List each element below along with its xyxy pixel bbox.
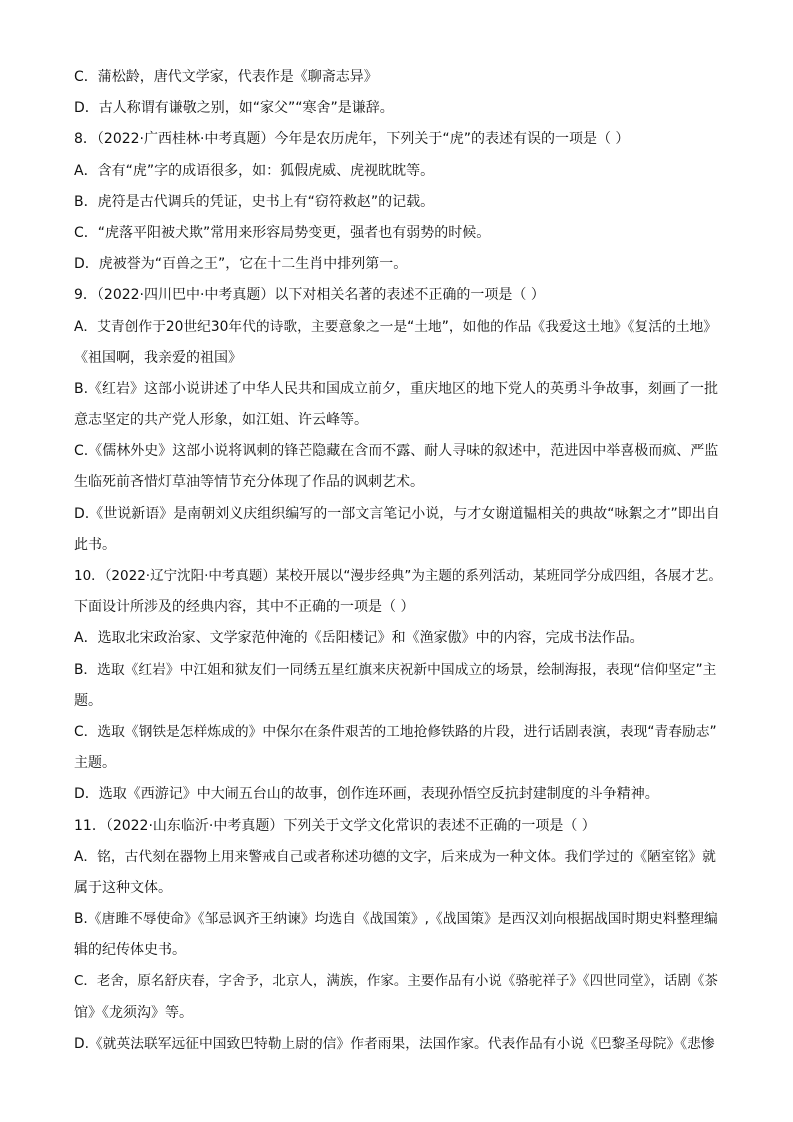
text-line: 意志坚定的共产党人形象，如江姐、许云峰等。 [74, 412, 368, 429]
text-line: D.《就英法联军远征中国致巴特勒上尉的信》作者雨果，法国作家。代表作品有小说《巴黎圣母院》《悲惨 [74, 1035, 715, 1052]
text-line: C．老舍，原名舒庆春，字舍予，北京人，满族，作家。主要作品有小说《骆驼祥子》《四世同堂》，话剧《茶 [74, 973, 718, 990]
text-line: 生临死前吝惜灯草油等情节充分体现了作品的讽刺艺术。 [74, 474, 424, 491]
text-line: D．虎被誉为“百兽之王”，它在十二生肖中排列第一。 [74, 256, 408, 273]
text-line: D．选取《西游记》中大闹五台山的故事，创作连环画，表现孙悟空反抗封建制度的斗争精神。 [74, 786, 659, 803]
text-line: A．选取北宋政治家、文学家范仲淹的《岳阳楼记》和《渔家傲》中的内容，完成书法作品。 [74, 630, 644, 647]
text-line: B.《唐雎不辱使命》《邹忌讽齐王纳谏》均选自《战国策》,《战国策》是西汉刘向根据战国时期史料整理编 [74, 911, 718, 928]
text-line: 题。 [74, 692, 102, 709]
text-line: C．“虎落平阳被犬欺”常用来形容局势变更，强者也有弱势的时候。 [74, 224, 491, 241]
text-line: A．艾青创作于20世纪30年代的诗歌，主要意象之一是“土地”，如他的作品《我爱这土地》《复活的土地》 [74, 318, 718, 335]
text-line: B.《红岩》这部小说讲述了中华人民共和国成立前夕，重庆地区的地下党人的英勇斗争故事，刻画了一批 [74, 380, 719, 397]
text-line: 9．（2022·四川巴中·中考真题）以下对相关名著的表述不正确的一项是（ ） [74, 287, 545, 304]
text-line: D.《世说新语》是南朝刘义庆组织编写的一部文言笔记小说，与才女谢道韫相关的典故“咏絮之才”即出自 [74, 505, 720, 522]
text-line: C．选取《钢铁是怎样炼成的》中保尔在条件艰苦的工地抢修铁路的片段，进行话剧表演，表现“青春励志” [74, 723, 717, 740]
text-line: 10．（2022·辽宁沈阳·中考真题）某校开展以“漫步经典”为主题的系列活动，某班同学分成四组，各展才艺。 [74, 568, 722, 584]
text-line: 下面设计所涉及的经典内容，其中不正确的一项是（ ） [74, 599, 415, 616]
text-line: C.《儒林外史》这部小说将讽刺的锋芒隐藏在含而不露、耐人寻味的叙述中，范进因中举喜极而疯、严监 [74, 443, 719, 460]
text-line: 此书。 [74, 536, 116, 553]
text-line: A．铭，古代刻在器物上用来警戒自己或者称述功德的文字，后来成为一种文体。我们学过的《陋室铭》就 [74, 848, 716, 865]
text-line: 主题。 [74, 755, 116, 772]
text-line: 馆》《龙须沟》等。 [74, 1004, 193, 1021]
text-line: 8．（2022·广西桂林·中考真题）今年是农历虎年，下列关于“虎”的表述有误的一项是（ ） [74, 131, 630, 148]
text-line: 属于这种文体。 [74, 879, 172, 896]
text-line: A．含有“虎”字的成语很多，如：狐假虎威、虎视眈眈等。 [74, 162, 435, 179]
text-line: 辑的纪传体史书。 [74, 942, 186, 959]
document-page [74, 62, 724, 1060]
text-line: 11．（2022·山东临沂·中考真题）下列关于文学文化常识的表述不正确的一项是（ ） [74, 817, 596, 834]
text-line: B．虎符是古代调兵的凭证，史书上有“窃符救赵”的记载。 [74, 193, 435, 210]
text-line: B．选取《红岩》中江姐和狱友们一同绣五星红旗来庆祝新中国成立的场景，绘制海报，表现“信仰坚定”主 [74, 661, 717, 678]
text-line: C．蒲松龄，唐代文学家，代表作是《聊斋志异》 [74, 69, 378, 85]
text-line: 《祖国啊，我亲爱的祖国》 [74, 349, 242, 366]
text-line: D．古人称谓有谦敬之别，如“家父”“寒舍”是谦辞。 [74, 100, 394, 117]
